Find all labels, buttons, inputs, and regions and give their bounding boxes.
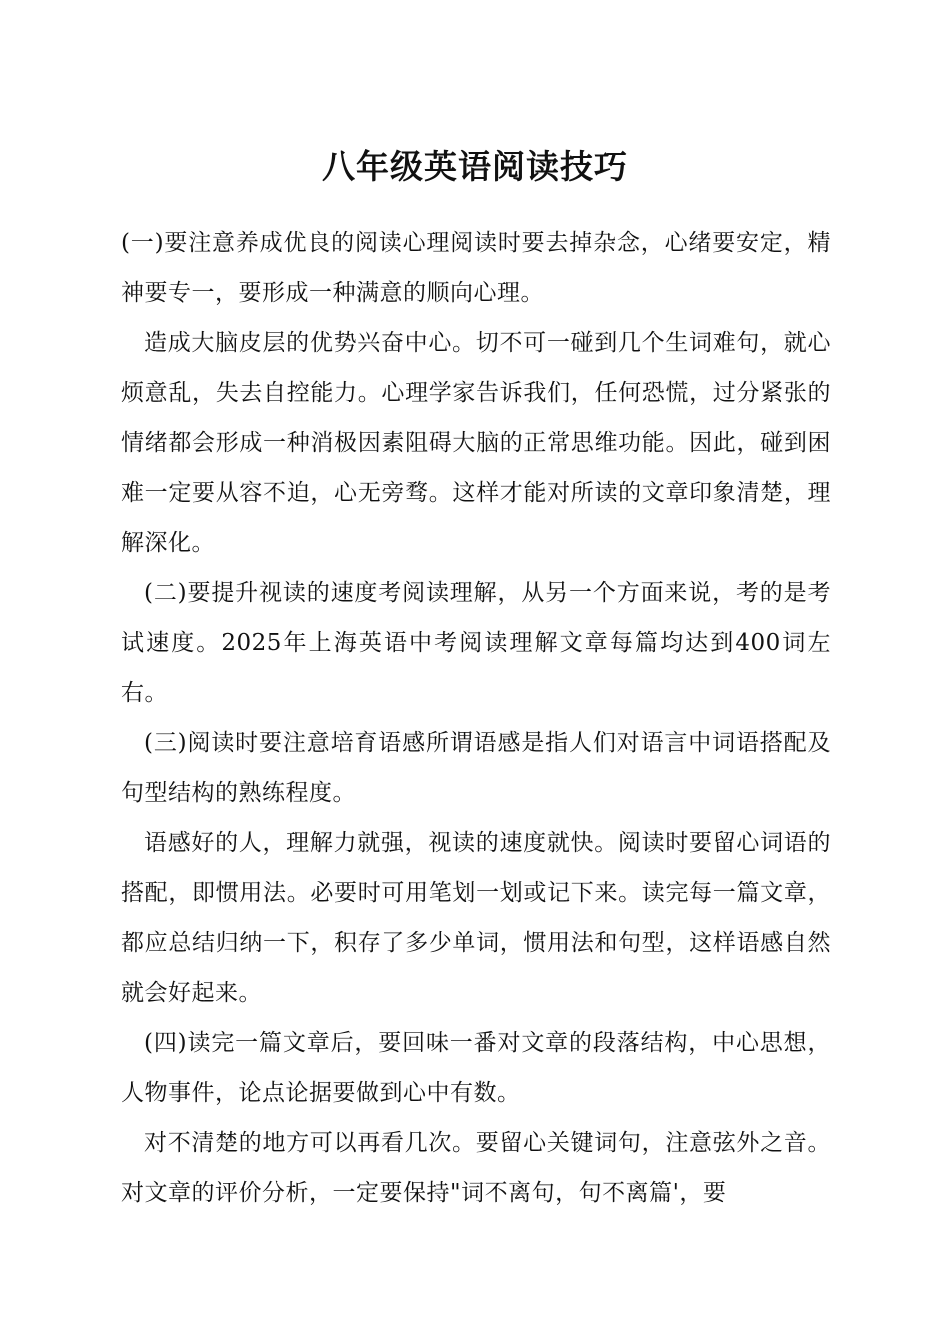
paragraph-1: (一)要注意养成优良的阅读心理阅读时要去掉杂念，心绪要安定，精神要专一，要形成一种满意的顺向心理。 — [121, 230, 831, 306]
document-body — [121, 218, 831, 1218]
paragraph-3: (二)要提升视读的速度考阅读理解，从另一个方面来说，考的是考试速度。2025年上海英语中考阅读理解文章每篇均达到400词左右。 — [121, 580, 831, 706]
paragraph-5: 语感好的人，理解力就强，视读的速度就快。阅读时要留心词语的搭配，即惯用法。必要时可用笔划一划或记下来。读完每一篇文章，都应总结归纳一下，积存了多少单词，惯用法和句型，这样语感自然就会好起来。 — [121, 830, 831, 1006]
paragraph-6: (四)读完一篇文章后，要回味一番对文章的段落结构，中心思想，人物事件，论点论据要做到心中有数。 — [121, 1030, 831, 1106]
paragraph-2: 造成大脑皮层的优势兴奋中心。切不可一碰到几个生词难句，就心烦意乱，失去自控能力。心理学家告诉我们，任何恐慌，过分紧张的情绪都会形成一种消极因素阻碍大脑的正常思维功能。因此，碰到困难一定要从容不迫，心无旁骛。这样才能对所读的文章印象清楚，理解深化。 — [121, 330, 831, 556]
paragraph-4: (三)阅读时要注意培育语感所谓语感是指人们对语言中词语搭配及句型结构的熟练程度。 — [121, 730, 831, 806]
paragraph-7: 对不清楚的地方可以再看几次。要留心关键词句，注意弦外之音。对文章的评价分析，一定要保持"词不离句，句不离篇'，要 — [121, 1130, 831, 1206]
document-title: 八年级英语阅读技巧 — [322, 147, 628, 186]
